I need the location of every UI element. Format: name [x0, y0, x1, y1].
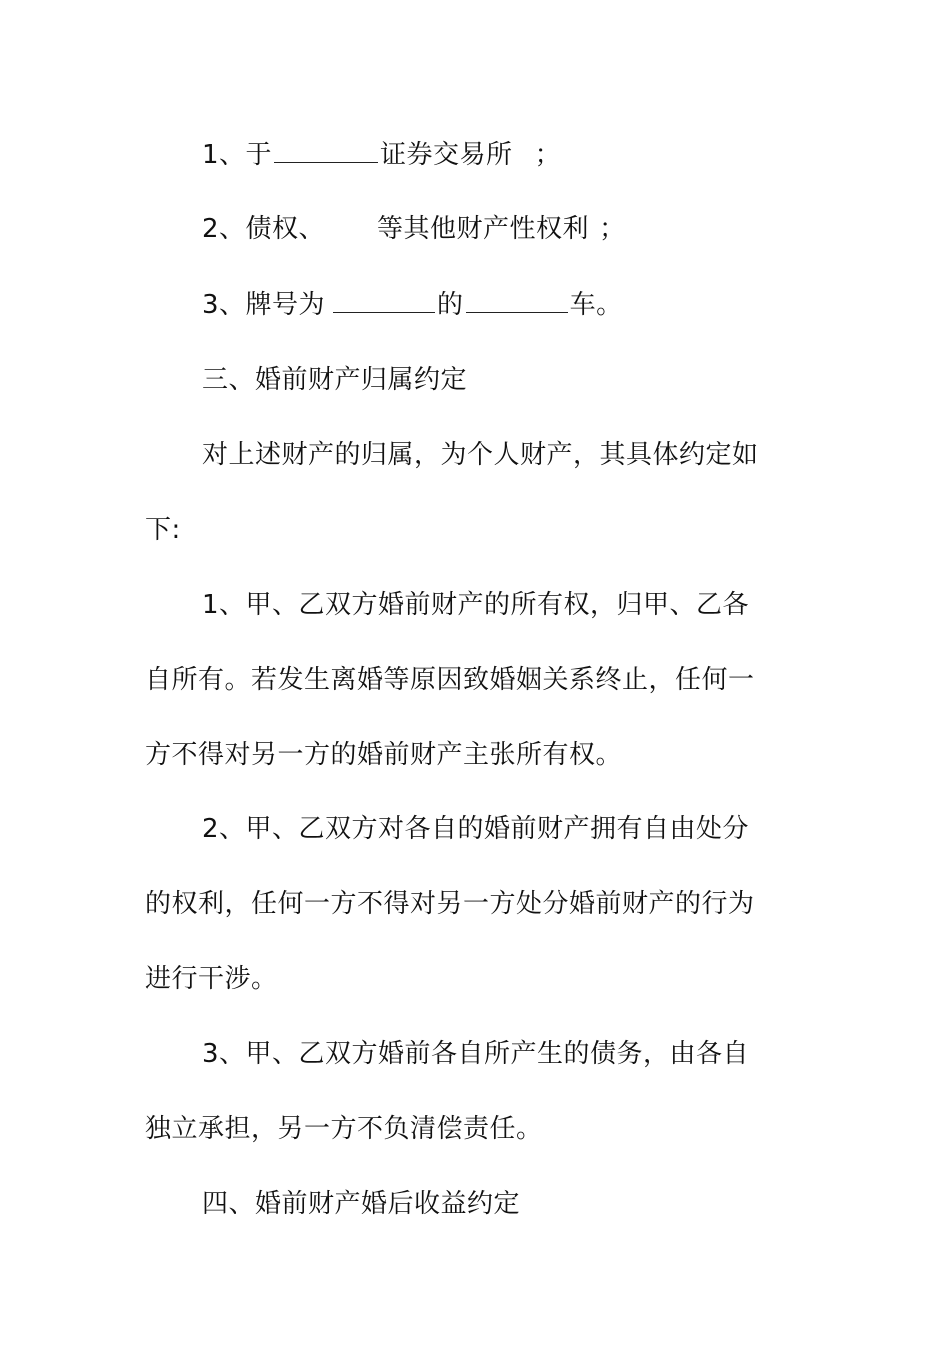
paragraph-line: 1、甲、乙双方婚前财产的所有权，归甲、乙各	[202, 590, 750, 620]
fill-blank[interactable]	[466, 290, 568, 313]
paragraph-line: 自所有。若发生离婚等原因致婚姻关系终止，任何一	[145, 665, 755, 695]
fill-blank[interactable]	[333, 290, 435, 313]
text-segment: ；	[534, 140, 562, 170]
paragraph-line: 下:	[145, 515, 181, 545]
text-segment: 3、牌号为	[202, 290, 326, 320]
text-segment: 证券交易所	[380, 140, 513, 170]
text-segment: 1、于	[202, 140, 273, 170]
item-1-exchange	[202, 140, 561, 170]
paragraph-line: 3、甲、乙双方婚前各自所产生的债务，由各自	[202, 1039, 750, 1069]
item-3-vehicle	[202, 290, 623, 320]
paragraph-line: 的权利，任何一方不得对另一方处分婚前财产的行为	[145, 889, 755, 919]
item-2-creditor-rights	[202, 214, 626, 244]
section-heading-3: 三、婚前财产归属约定	[202, 365, 468, 395]
section-heading-4: 四、婚前财产婚后收益约定	[202, 1189, 521, 1219]
paragraph-line: 独立承担，另一方不负清偿责任。	[145, 1114, 543, 1144]
paragraph-line: 对上述财产的归属，为个人财产，其具体约定如	[202, 440, 759, 470]
text-segment: 2、债权、	[202, 214, 326, 244]
text-segment: 的	[437, 290, 464, 320]
fill-blank[interactable]	[274, 140, 378, 163]
text-segment: 车。	[569, 290, 623, 320]
paragraph-line: 2、甲、乙双方对各自的婚前财产拥有自由处分	[202, 814, 750, 844]
paragraph-line: 进行干涉。	[145, 964, 278, 994]
text-segment: 等其他财产性权利	[377, 214, 590, 244]
text-segment: ；	[599, 214, 626, 244]
paragraph-line: 方不得对另一方的婚前财产主张所有权。	[145, 740, 623, 770]
